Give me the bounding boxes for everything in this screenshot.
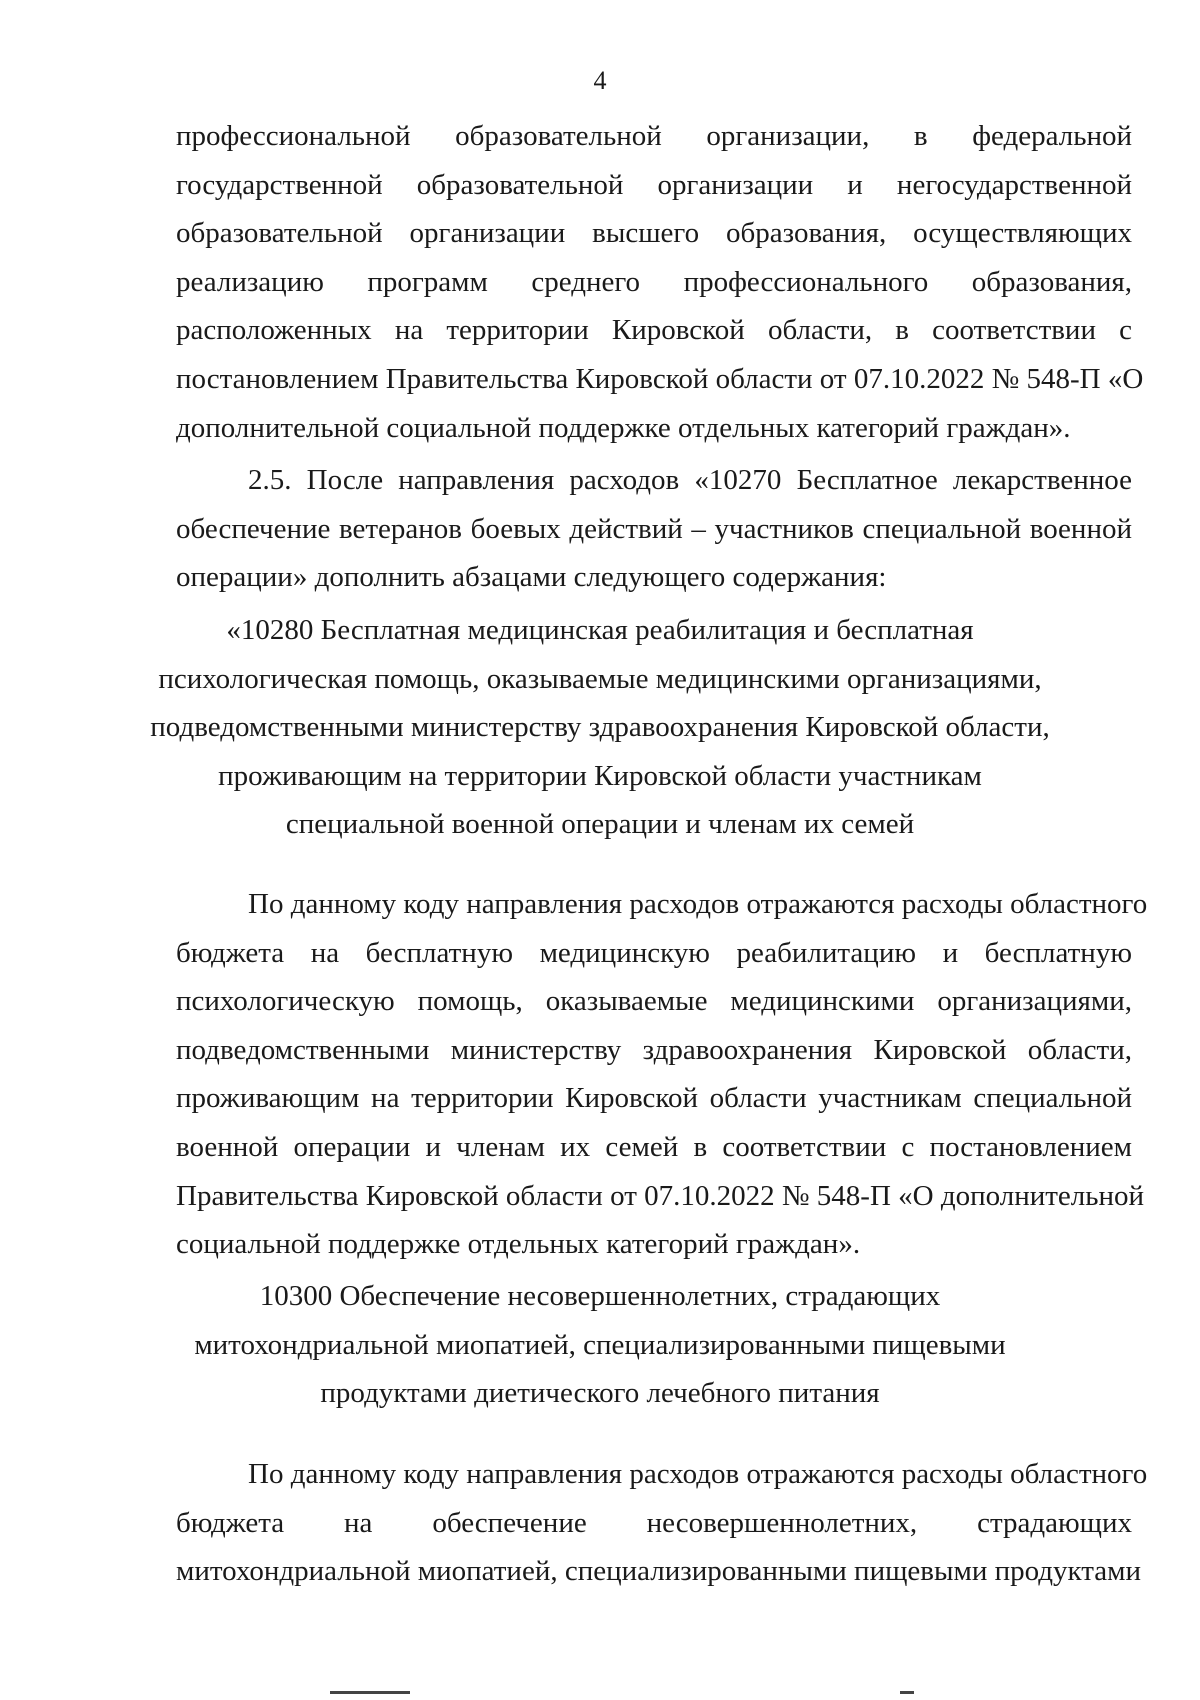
paragraph-2-5 — [176, 456, 1132, 602]
scan-edge-mark — [330, 1691, 410, 1694]
paragraph-10280-description — [176, 880, 1148, 1269]
text-line: профессиональной образовательной организации, в федеральной — [176, 120, 1132, 152]
text-line: бюджета на обеспечение несовершеннолетних, страдающих — [176, 1506, 1132, 1539]
paragraph-continuation — [176, 112, 1144, 452]
page-number: 4 — [593, 66, 607, 95]
text-line: митохондриальной миопатией, специализированными пищевыми продуктами — [176, 1555, 1142, 1588]
text-line: проживающим на территории Кировской области участникам специальной — [176, 1082, 1132, 1115]
text-line: государственной образовательной организации и негосударственной — [176, 168, 1132, 201]
text-line: Правительства Кировской области от 07.10.2022 № 548-П «О дополнительной — [176, 1179, 1145, 1212]
heading-line: «10280 Бесплатная медицинская реабилитация и бесплатная — [226, 614, 974, 646]
section-heading-10280 — [0, 606, 1200, 849]
text-line: дополнительной социальной поддержке отдельных категорий граждан». — [176, 411, 1071, 444]
heading-line: проживающим на территории Кировской области участникам — [218, 759, 982, 792]
section-heading-10300 — [0, 1272, 1200, 1418]
text-line: психологическую помощь, оказываемые медицинскими организациями, — [176, 985, 1132, 1018]
heading-line: психологическая помощь, оказываемые медицинскими организациями, — [158, 662, 1042, 695]
heading-line: специальной военной операции и членам их семей — [285, 808, 915, 841]
text-line: образовательной организации высшего образования, осуществляющих — [176, 217, 1132, 250]
text-line: подведомственными министерству здравоохранения Кировской области, — [176, 1033, 1132, 1066]
text-line: расположенных на территории Кировской области, в соответствии с — [176, 314, 1132, 347]
text-line: реализацию программ среднего профессионального образования, — [176, 265, 1132, 298]
text-line: По данному коду направления расходов отражаются расходы областного — [248, 888, 1148, 920]
heading-line: митохондриальной миопатией, специализированными пищевыми — [194, 1328, 1006, 1361]
paragraph-10300-description — [176, 1450, 1148, 1596]
heading-line: 10300 Обеспечение несовершеннолетних, страдающих — [259, 1280, 941, 1312]
heading-line: продуктами диетического лечебного питания — [320, 1377, 880, 1410]
text-line: постановлением Правительства Кировской области от 07.10.2022 № 548-П «О — [176, 362, 1144, 395]
text-line: 2.5. После направления расходов «10270 Бесплатное лекарственное — [248, 464, 1132, 496]
text-line: операции» дополнить абзацами следующего содержания: — [176, 561, 887, 594]
text-line: бюджета на бесплатную медицинскую реабилитацию и бесплатную — [176, 936, 1132, 969]
heading-line: подведомственными министерству здравоохранения Кировской области, — [150, 711, 1050, 744]
text-line: По данному коду направления расходов отражаются расходы областного — [248, 1458, 1148, 1490]
text-line: обеспечение ветеранов боевых действий – участников специальной военной — [176, 512, 1132, 545]
text-line: военной операции и членам их семей в соответствии с постановлением — [176, 1130, 1132, 1163]
text-line: социальной поддержке отдельных категорий граждан». — [176, 1228, 861, 1261]
scan-edge-mark — [900, 1691, 914, 1694]
